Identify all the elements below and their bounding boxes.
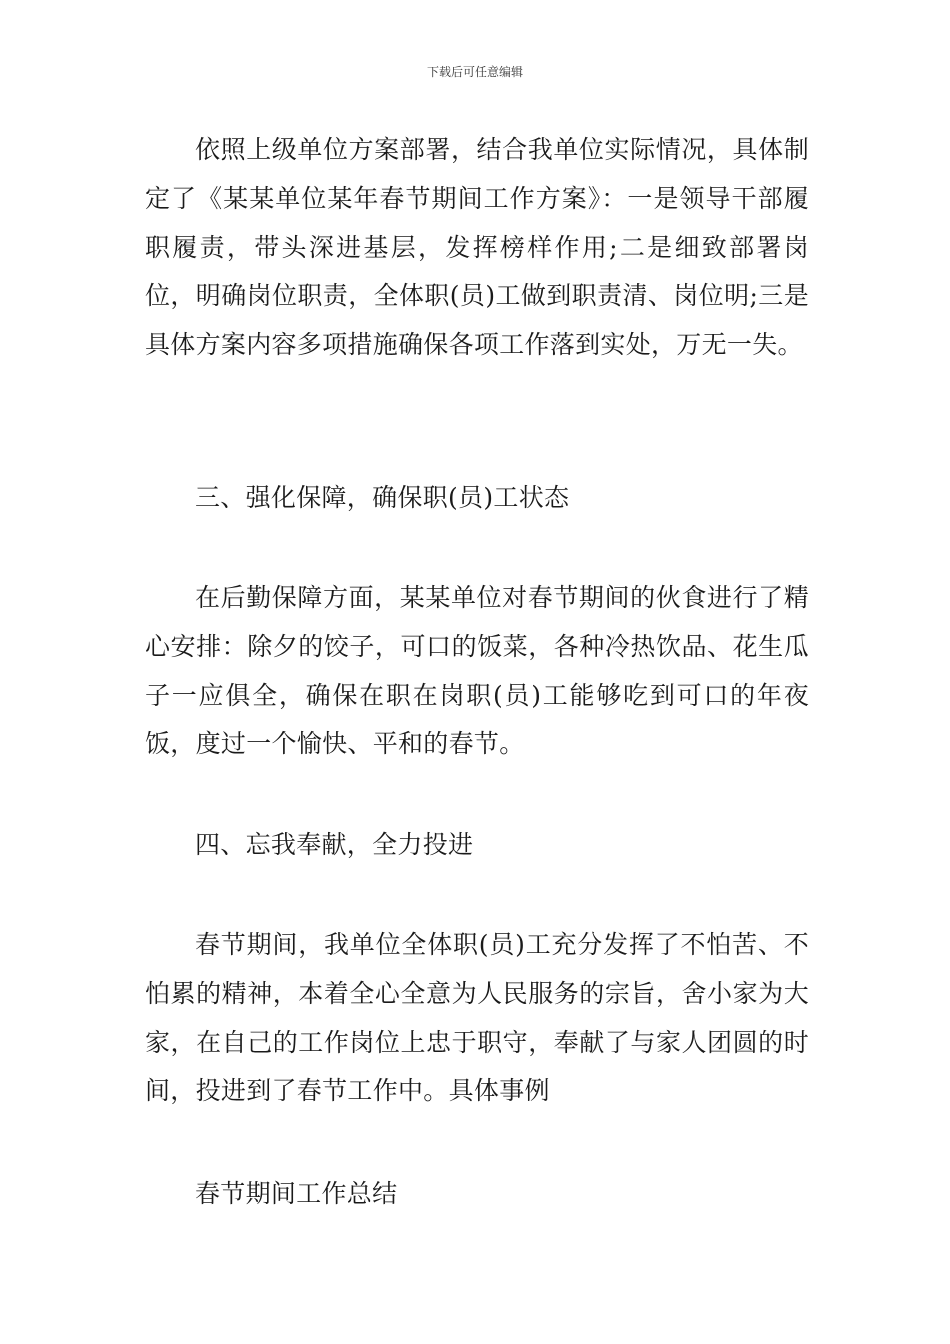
paragraph-dedication: 春节期间，我单位全体职(员)工充分发挥了不怕苦、不怕累的精神，本着全心全意为人民服务的宗旨，舍小家为大家，在自己的工作岗位上忠于职守，奉献了与家人团圆的时间，投进到了春节工作中。具体事例 — [145, 930, 809, 1106]
page-header-note: 下载后可任意编辑 — [426, 65, 523, 79]
section-heading-4: 四、忘我奉献，全力投进 — [195, 830, 474, 859]
paragraph-logistics: 在后勤保障方面，某某单位对春节期间的伙食进行了精心安排：除夕的饺子，可口的饭菜，各种冷热饮品、花生瓜子一应俱全，确保在职在岗职(员)工能够吃到可口的年夜饭，度过一个愉快、平和的春节。 — [145, 583, 809, 759]
document-title-line: 春节期间工作总结 — [195, 1179, 398, 1208]
section-heading-3: 三、强化保障，确保职(员)工状态 — [195, 483, 570, 512]
paragraph-work-plan: 依照上级单位方案部署，结合我单位实际情况，具体制定了《某某单位某年春节期间工作方案》：一是领导干部履职履责，带头深进基层，发挥榜样作用;二是细致部署岗位，明确岗位职责，全体职(员)工做到职责清、岗位明;三是具体方案内容多项措施确保各项工作落到实处，万无一失。 — [145, 135, 809, 360]
